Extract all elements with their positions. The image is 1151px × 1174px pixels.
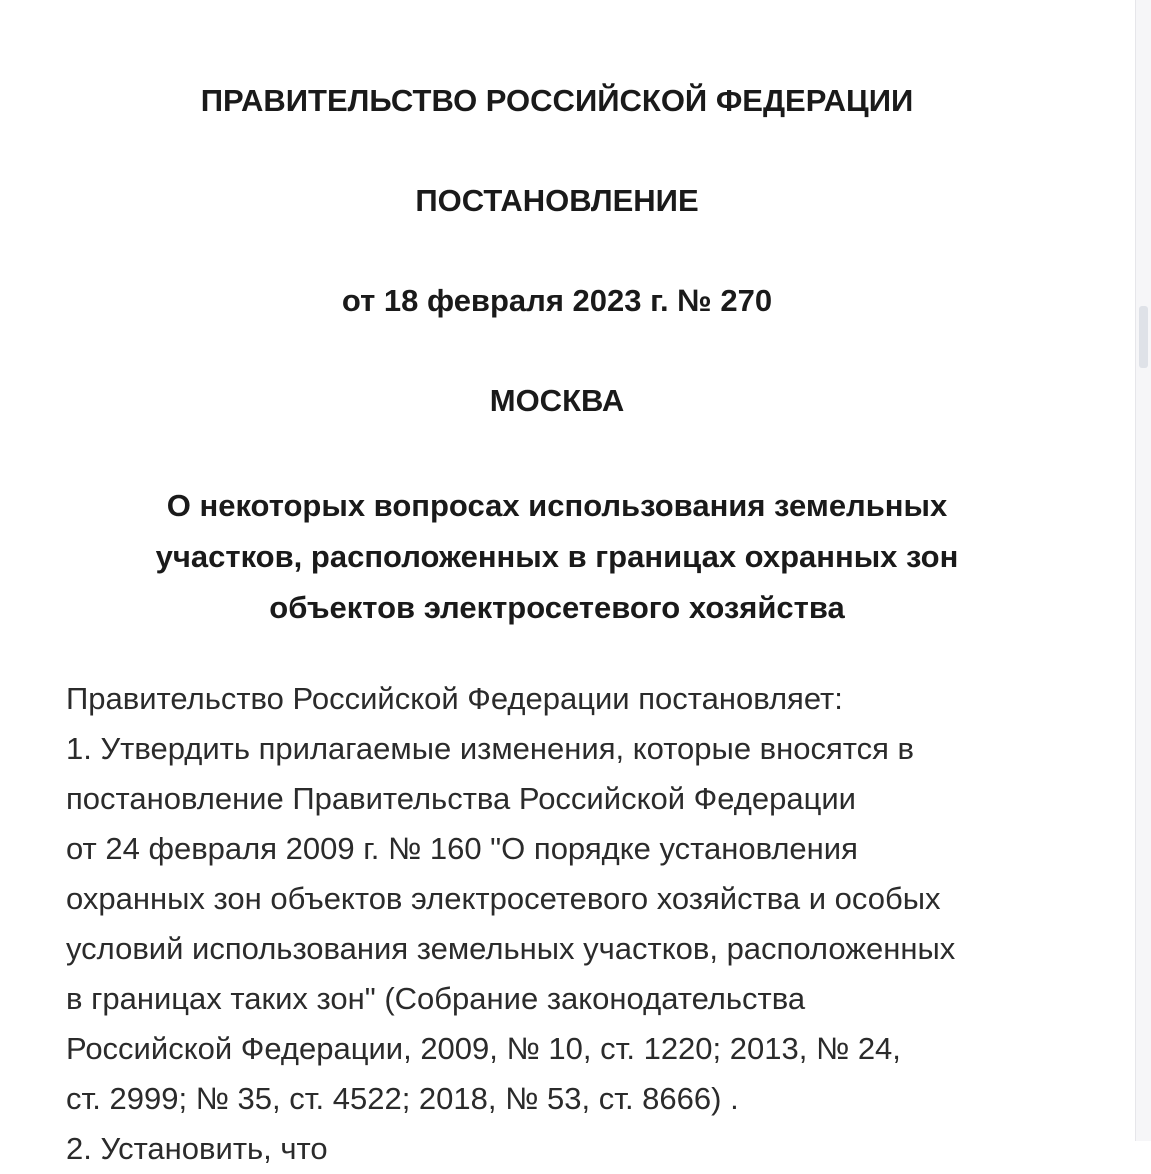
body-line: Правительство Российской Федерации постановляет: xyxy=(66,681,843,716)
body-line: постановление Правительства Российской Федерации xyxy=(66,781,856,816)
document-body xyxy=(66,674,1066,1174)
body-line: в границах таких зон" (Собрание законодательства xyxy=(66,981,806,1016)
body-line: Российской Федерации, 2009, № 10, ст. 1220; 2013, № 24, xyxy=(66,1031,901,1066)
vertical-scrollbar[interactable] xyxy=(1135,0,1151,1141)
body-line: 1. Утвердить прилагаемые изменения, которые вносятся в xyxy=(66,731,915,766)
title-line: участков, расположенных в границах охранных зон xyxy=(155,539,959,574)
title-line: объектов электросетевого хозяйства xyxy=(269,590,845,625)
body-line: условий использования земельных участков, расположенных xyxy=(66,931,956,966)
body-line: от 24 февраля 2009 г. № 160 "О порядке установления xyxy=(66,831,858,866)
body-line: 2. Установить, что xyxy=(66,1131,328,1166)
document-date-number: от 18 февраля 2023 г. № 270 xyxy=(341,283,773,318)
document-type-heading: ПОСТАНОВЛЕНИЕ xyxy=(415,183,699,218)
issuer-heading: ПРАВИТЕЛЬСТВО РОССИЙСКОЙ ФЕДЕРАЦИИ xyxy=(200,83,914,118)
body-line: ст. 2999; № 35, ст. 4522; 2018, № 53, ст. 8666) . xyxy=(66,1081,739,1116)
document-title xyxy=(0,480,1114,633)
scrollbar-thumb[interactable] xyxy=(1139,306,1148,368)
document-city: МОСКВА xyxy=(489,383,625,418)
body-line: охранных зон объектов электросетевого хозяйства и особых xyxy=(66,881,941,916)
title-line: О некоторых вопросах использования земельных xyxy=(166,488,948,523)
